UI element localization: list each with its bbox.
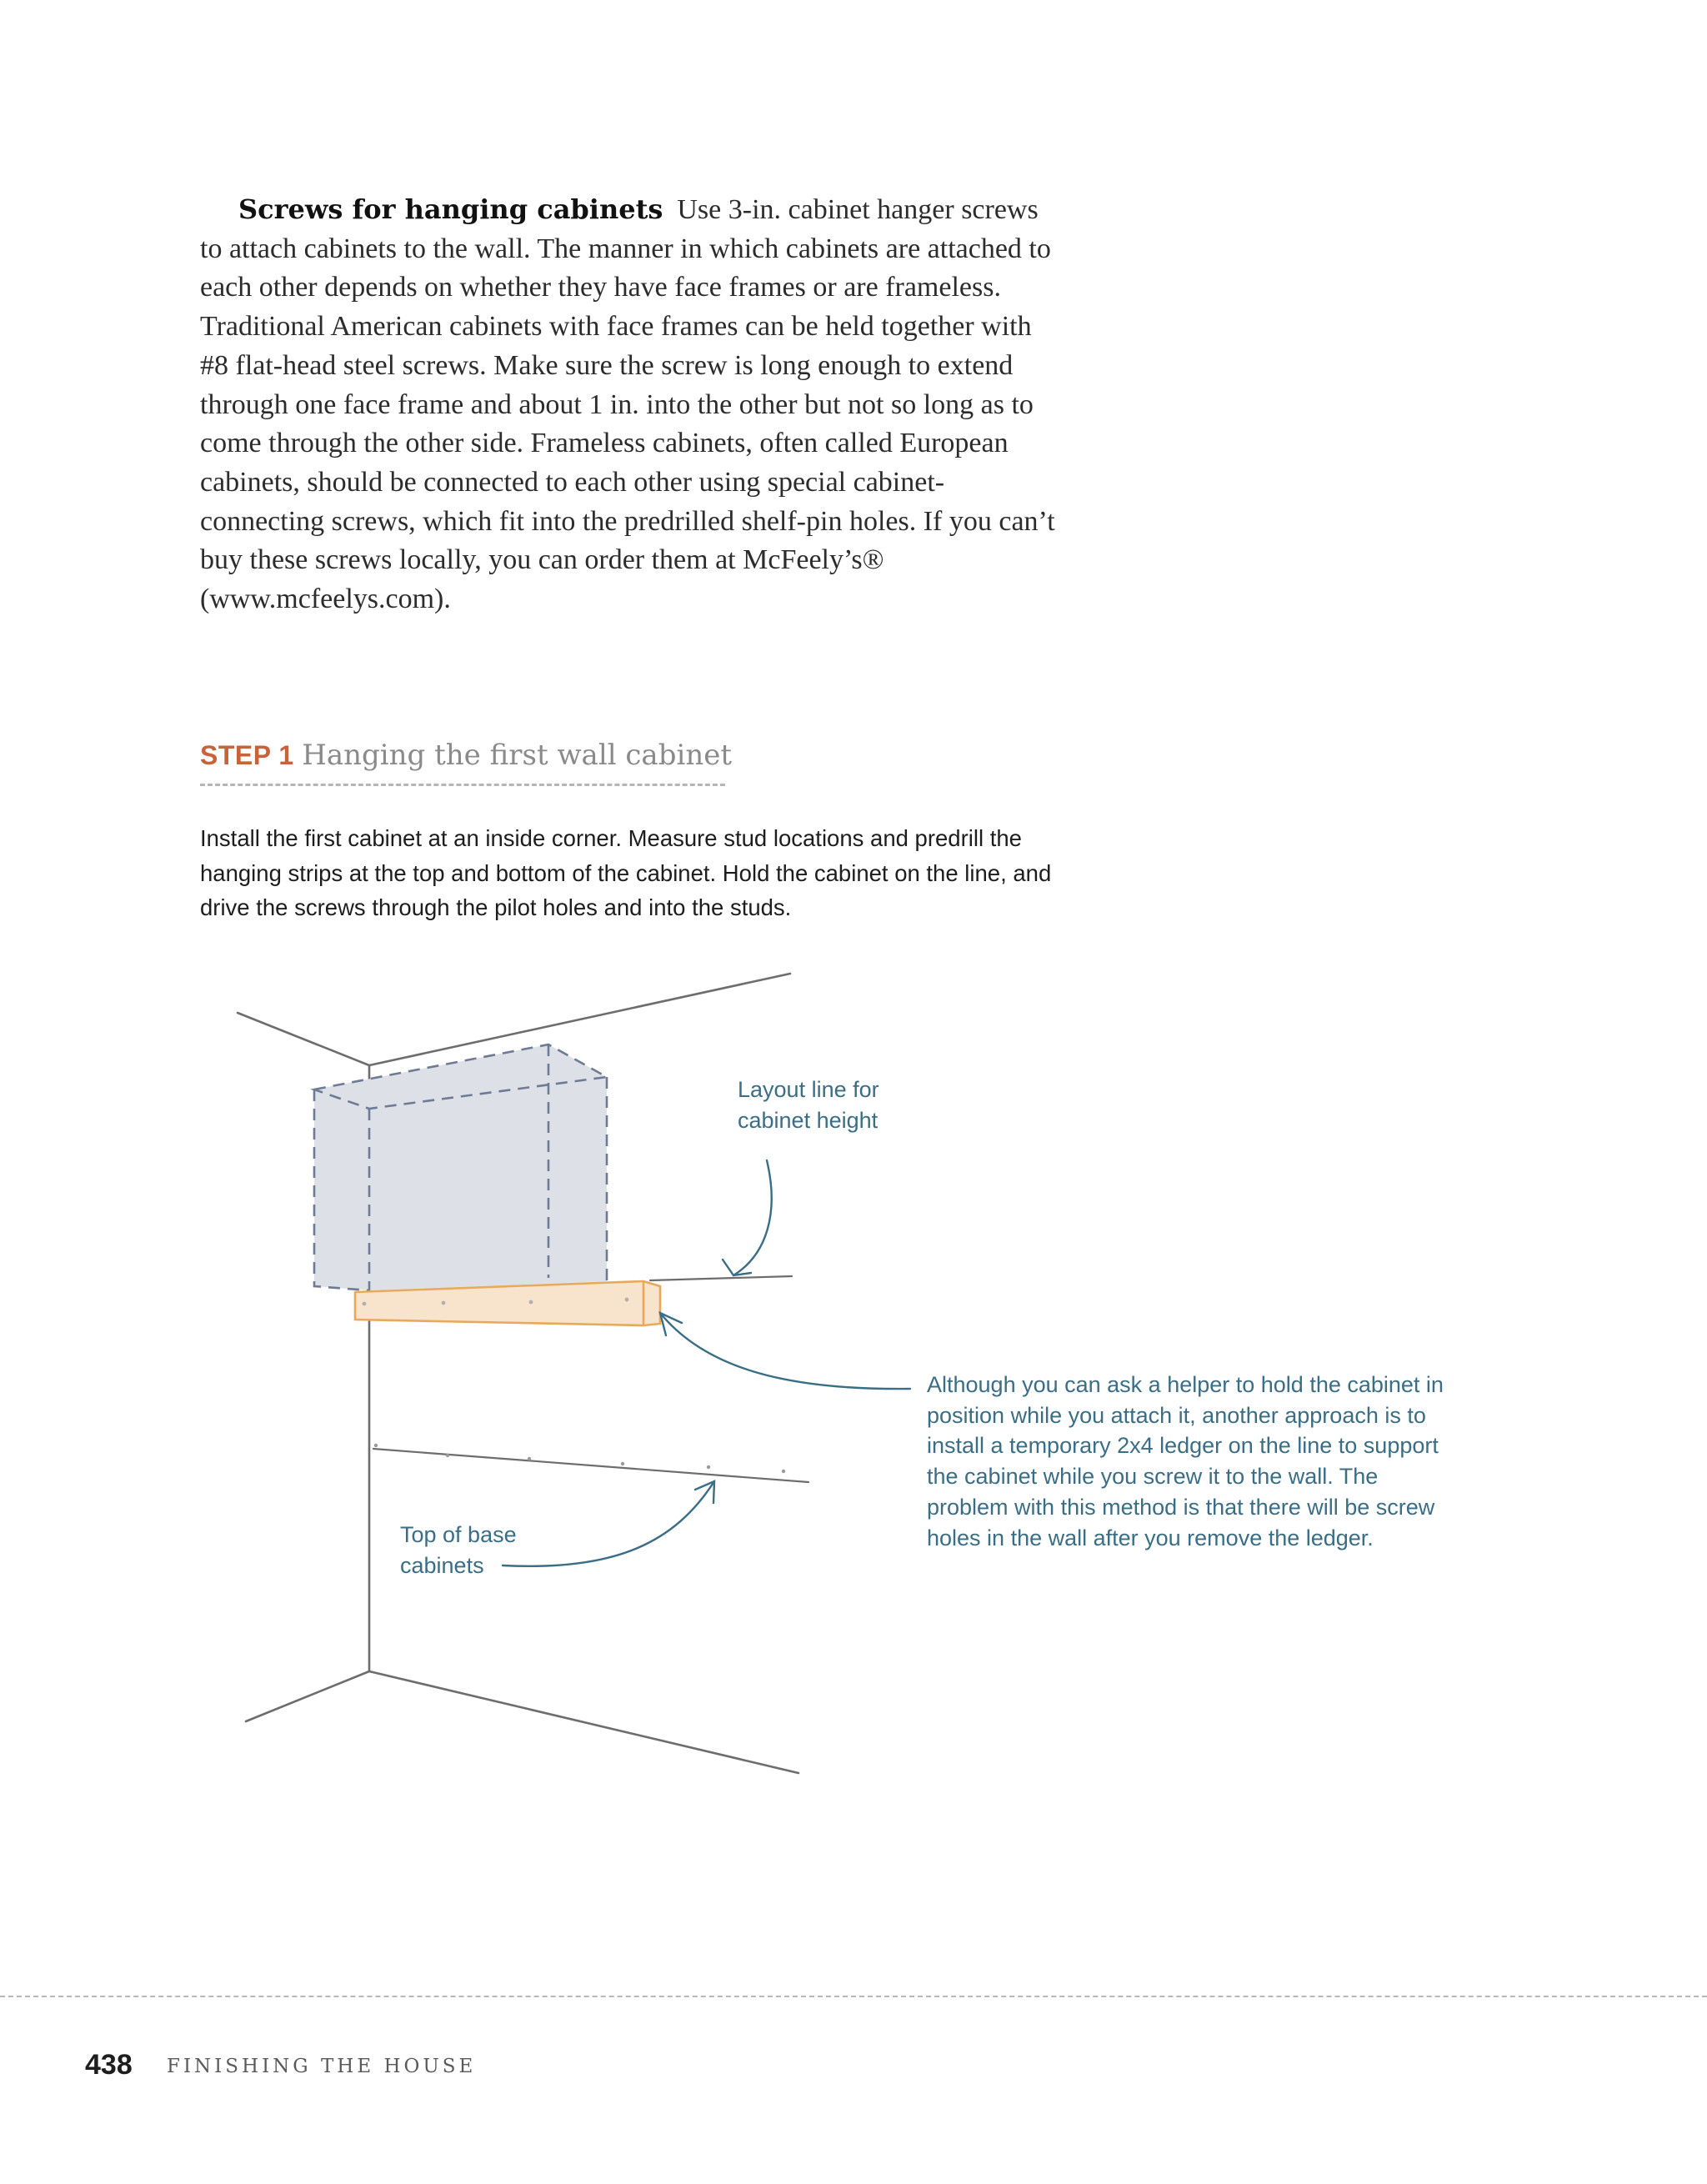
ceiling-line-left <box>238 1013 369 1065</box>
paragraph-lead-in: Screws for hanging cabinets <box>238 193 663 225</box>
floor-line-left <box>246 1671 369 1721</box>
ceiling-line-right <box>369 974 790 1065</box>
step-description: Install the first cabinet at an inside corner. Measure stud locations and predrill the hanging strips at the top and bottom of the cabinet. Hold the cabinet on the line, and drive the screws through the pilot holes and into the studs. <box>200 825 1052 921</box>
ledger-leader <box>660 1313 910 1389</box>
callout-base-top: Top of base cabinets <box>400 1522 517 1578</box>
paragraph-text: Use 3-in. cabinet hanger screws to attach cabinets to the wall. The manner in which cabinets are attached to each other depends on whether they have face frames or are frameless. Traditional American cabinets with face frames can be held together with #8 flat-head steel screws. Make sure the screw is long enough to extend through one face frame and about 1 in. into the other but not so long as to come through the other side. Frameless cabinets, often called European cabinets, should be connected to each other using special cabinet-connecting screws, which fit into the predrilled shelf-pin holes. If you can’t buy these screws locally, you can order them at McFeely’s® (www.mcfeelys.com). <box>200 194 1055 615</box>
floor-line-right <box>369 1671 798 1773</box>
step-label: STEP 1 <box>200 740 294 770</box>
callout-layout-line: Layout line for cabinet height <box>738 1077 879 1133</box>
page-number: 438 <box>85 2049 133 2081</box>
wall-cabinet-outline <box>314 1044 607 1290</box>
footer-divider <box>0 1996 1707 1997</box>
layout-line-leader <box>733 1160 772 1275</box>
step-title: Hanging the first wall cabinet <box>302 739 733 772</box>
base-cabinet-top-line <box>373 1449 808 1482</box>
base-line-marks <box>374 1444 785 1473</box>
callout-ledger: Although you can ask a helper to hold the cabinet in position while you attach it, another approach is to install a temporary 2x4 ledger on the line to support the cabinet while you screw it to the wall. The problem with this method is that there will be screw holes in the wall after you remove the ledger. <box>927 1372 1444 1550</box>
running-head: FINISHING THE HOUSE <box>167 2056 477 2077</box>
layout-line <box>650 1276 792 1280</box>
